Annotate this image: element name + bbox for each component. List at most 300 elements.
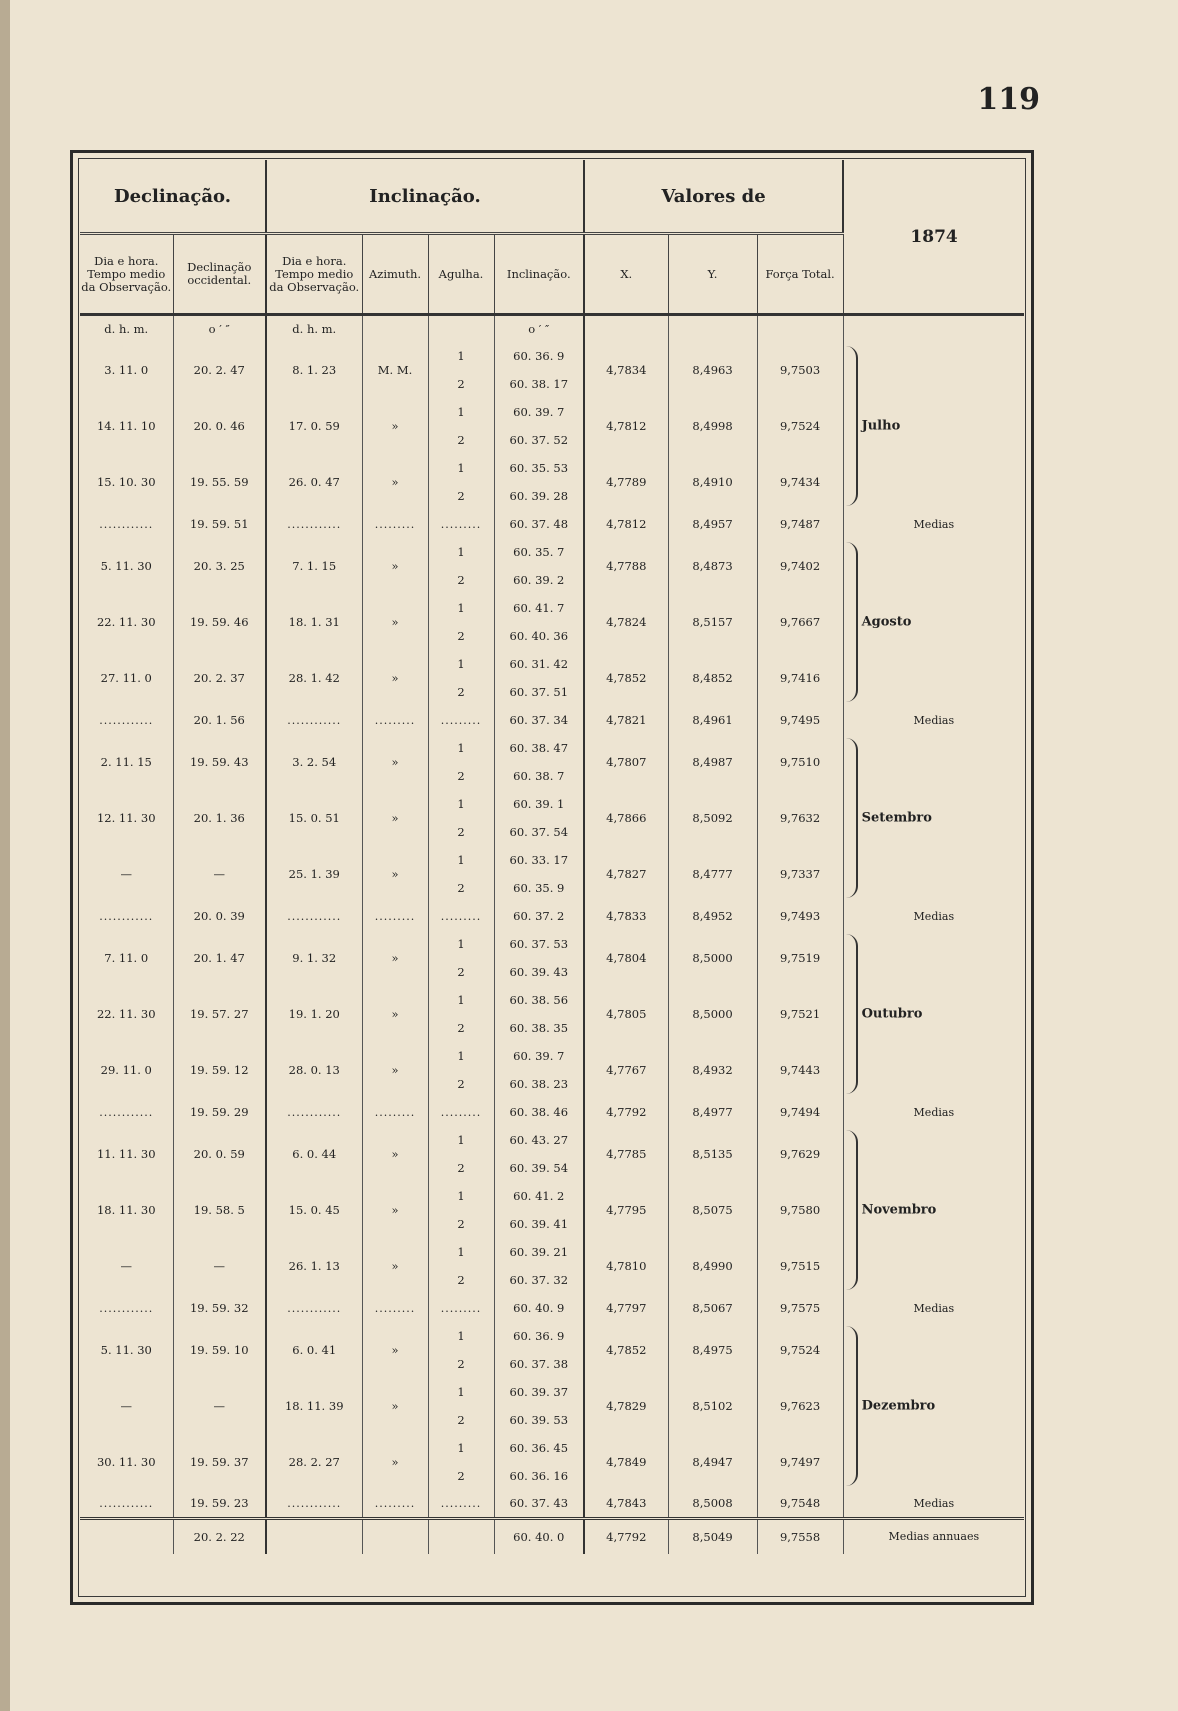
magnetic-observations-table [80,160,1024,1554]
obs-y: 8,5135 [668,1126,757,1182]
medias-label: Medias [913,1496,955,1510]
obs-forca-total: 9,7443 [757,1042,843,1098]
obs-forca-total: 9,7632 [757,790,843,846]
obs-agulha-1: 1 [428,1126,494,1154]
dots-leader: ......... [428,706,494,734]
obs-agulha-2: 2 [428,1462,494,1490]
obs-agulha-1: 1 [428,650,494,678]
media-x: 4,7797 [584,1294,668,1322]
obs-dia-hora-1: 15. 10. 30 [80,454,173,510]
obs-x: 4,7824 [584,594,668,650]
obs-dia-hora-2: 6. 0. 41 [266,1322,362,1378]
media-x: 4,7843 [584,1490,668,1518]
media-forca-total: 9,7494 [757,1098,843,1126]
inclinacao-header: Inclinação. [266,160,584,234]
obs-declinacao: 20. 3. 25 [173,538,266,594]
obs-dia-hora-2: 17. 0. 59 [266,398,362,454]
obs-declinacao: 20. 1. 36 [173,790,266,846]
obs-y: 8,5102 [668,1378,757,1434]
obs-dia-hora-1: 11. 11. 30 [80,1126,173,1182]
obs-dia-hora-1: 29. 11. 0 [80,1042,173,1098]
media-y: 8,4957 [668,510,757,538]
obs-inclinacao-1: 60. 39. 7 [494,1042,584,1070]
observation-row [80,538,1024,566]
dots-leader: ......... [362,902,428,930]
col-azimuth: Azimuth. [362,234,428,315]
obs-inclinacao-1: 60. 38. 56 [494,986,584,1014]
dots-leader: ......... [362,1294,428,1322]
medias-row [80,1294,1024,1322]
obs-inclinacao-2: 60. 36. 16 [494,1462,584,1490]
obs-azimuth: » [362,538,428,594]
obs-agulha-2: 2 [428,818,494,846]
obs-x: 4,7829 [584,1378,668,1434]
obs-forca-total: 9,7580 [757,1182,843,1238]
month-brace-outubro [843,930,1024,1098]
obs-agulha-2: 2 [428,958,494,986]
obs-declinacao: 19. 59. 46 [173,594,266,650]
col-dia-hora-2: Dia e hora. Tempo medio da Observação. [266,234,362,315]
obs-y: 8,4998 [668,398,757,454]
dots-leader: ............ [266,510,362,538]
obs-inclinacao-1: 60. 41. 7 [494,594,584,622]
obs-inclinacao-2: 60. 39. 53 [494,1406,584,1434]
obs-inclinacao-2: 60. 39. 2 [494,566,584,594]
obs-declinacao: 20. 0. 59 [173,1126,266,1182]
obs-x: 4,7785 [584,1126,668,1182]
obs-declinacao: 20. 0. 46 [173,398,266,454]
obs-x: 4,7827 [584,846,668,902]
col-y: Y. [668,234,757,315]
obs-agulha-1: 1 [428,790,494,818]
media-inclinacao: 60. 38. 46 [494,1098,584,1126]
obs-inclinacao-1: 60. 35. 7 [494,538,584,566]
obs-azimuth: » [362,1182,428,1238]
obs-dia-hora-1: 14. 11. 10 [80,398,173,454]
obs-agulha-1: 1 [428,398,494,426]
obs-y: 8,4932 [668,1042,757,1098]
obs-dia-hora-2: 6. 0. 44 [266,1126,362,1182]
medias-row [80,706,1024,734]
annual-inclinacao: 60. 40. 0 [494,1518,584,1554]
obs-inclinacao-1: 60. 38. 47 [494,734,584,762]
obs-forca-total: 9,7629 [757,1126,843,1182]
dots-leader: ............ [80,902,173,930]
obs-dia-hora-1: 22. 11. 30 [80,986,173,1042]
obs-declinacao: — [173,1378,266,1434]
media-declinacao: 20. 0. 39 [173,902,266,930]
media-declinacao: 19. 59. 29 [173,1098,266,1126]
obs-y: 8,5000 [668,986,757,1042]
media-forca-total: 9,7548 [757,1490,843,1518]
month-brace-agosto [843,538,1024,706]
obs-declinacao: 19. 59. 43 [173,734,266,790]
obs-dia-hora-1: 5. 11. 30 [80,538,173,594]
obs-dia-hora-1: 30. 11. 30 [80,1434,173,1490]
medias-row [80,1098,1024,1126]
obs-inclinacao-2: 60. 38. 23 [494,1070,584,1098]
obs-agulha-1: 1 [428,342,494,370]
obs-y: 8,5000 [668,930,757,986]
obs-inclinacao-1: 60. 41. 2 [494,1182,584,1210]
obs-y: 8,4975 [668,1322,757,1378]
obs-y: 8,4852 [668,650,757,706]
month-brace-dezembro [843,1322,1024,1490]
obs-dia-hora-1: — [80,846,173,902]
media-forca-total: 9,7575 [757,1294,843,1322]
dots-leader: ......... [428,510,494,538]
obs-inclinacao-2: 60. 39. 43 [494,958,584,986]
obs-agulha-2: 2 [428,370,494,398]
obs-agulha-1: 1 [428,594,494,622]
obs-y: 8,4947 [668,1434,757,1490]
month-label: Dezembro [861,1398,936,1414]
annual-x: 4,7792 [584,1518,668,1554]
observation-row [80,930,1024,958]
obs-azimuth: » [362,734,428,790]
obs-y: 8,4873 [668,538,757,594]
obs-x: 4,7789 [584,454,668,510]
declinacao-header: Declinação. [80,160,266,234]
dots-leader: ......... [362,510,428,538]
brace-icon [846,738,858,898]
observation-row [80,1126,1024,1154]
obs-inclinacao-1: 60. 39. 21 [494,1238,584,1266]
obs-x: 4,7852 [584,650,668,706]
col-forca-total: Força Total. [757,234,843,315]
obs-dia-hora-2: 26. 1. 13 [266,1238,362,1294]
obs-dia-hora-2: 3. 2. 54 [266,734,362,790]
medias-label: Medias [913,909,955,923]
obs-agulha-2: 2 [428,762,494,790]
obs-inclinacao-2: 60. 37. 52 [494,426,584,454]
dots-leader: ......... [362,1098,428,1126]
obs-dia-hora-2: 9. 1. 32 [266,930,362,986]
obs-dia-hora-2: 7. 1. 15 [266,538,362,594]
media-y: 8,4961 [668,706,757,734]
obs-forca-total: 9,7402 [757,538,843,594]
dots-leader: ............ [80,1098,173,1126]
obs-y: 8,4990 [668,1238,757,1294]
obs-azimuth: » [362,846,428,902]
obs-inclinacao-1: 60. 36. 9 [494,1322,584,1350]
obs-dia-hora-1: — [80,1238,173,1294]
unit-incl: o ′ ″ [494,315,584,343]
obs-forca-total: 9,7515 [757,1238,843,1294]
dots-leader: ......... [362,706,428,734]
obs-forca-total: 9,7497 [757,1434,843,1490]
obs-agulha-2: 2 [428,678,494,706]
obs-azimuth: » [362,1042,428,1098]
obs-inclinacao-1: 60. 36. 9 [494,342,584,370]
month-brace-novembro [843,1126,1024,1294]
obs-declinacao: 19. 59. 37 [173,1434,266,1490]
obs-inclinacao-1: 60. 43. 27 [494,1126,584,1154]
obs-x: 4,7805 [584,986,668,1042]
unit-decl: o ′ ″ [173,315,266,343]
obs-inclinacao-2: 60. 39. 54 [494,1154,584,1182]
dots-leader: ......... [428,1490,494,1518]
dots-leader: ............ [266,1490,362,1518]
obs-inclinacao-2: 60. 39. 41 [494,1210,584,1238]
col-dia-hora-1: Dia e hora. Tempo medio da Observação. [80,234,173,315]
dots-leader: ......... [428,902,494,930]
month-label: Agosto [861,614,912,630]
observation-row [80,342,1024,370]
obs-agulha-1: 1 [428,986,494,1014]
brace-icon [846,934,858,1094]
obs-dia-hora-2: 28. 2. 27 [266,1434,362,1490]
obs-declinacao: 20. 2. 37 [173,650,266,706]
month-label: Setembro [861,810,932,826]
col-x: X. [584,234,668,315]
obs-forca-total: 9,7667 [757,594,843,650]
obs-inclinacao-1: 60. 35. 53 [494,454,584,482]
obs-forca-total: 9,7434 [757,454,843,510]
obs-azimuth: » [362,930,428,986]
media-declinacao: 19. 59. 51 [173,510,266,538]
dots-leader: ............ [266,902,362,930]
media-x: 4,7821 [584,706,668,734]
obs-agulha-2: 2 [428,1210,494,1238]
media-y: 8,4977 [668,1098,757,1126]
obs-inclinacao-1: 60. 39. 37 [494,1378,584,1406]
month-label: Novembro [861,1202,937,1218]
obs-forca-total: 9,7521 [757,986,843,1042]
dots-leader: ............ [266,706,362,734]
obs-agulha-2: 2 [428,566,494,594]
obs-declinacao: 19. 58. 5 [173,1182,266,1238]
obs-agulha-2: 2 [428,482,494,510]
medias-label: Medias [913,713,955,727]
media-declinacao: 20. 1. 56 [173,706,266,734]
obs-forca-total: 9,7510 [757,734,843,790]
obs-inclinacao-1: 60. 33. 17 [494,846,584,874]
obs-declinacao: — [173,846,266,902]
obs-dia-hora-2: 8. 1. 23 [266,342,362,398]
obs-agulha-2: 2 [428,1406,494,1434]
obs-inclinacao-1: 60. 37. 53 [494,930,584,958]
obs-forca-total: 9,7337 [757,846,843,902]
obs-declinacao: 19. 59. 12 [173,1042,266,1098]
obs-azimuth: » [362,454,428,510]
media-forca-total: 9,7487 [757,510,843,538]
obs-declinacao: 20. 1. 47 [173,930,266,986]
obs-inclinacao-2: 60. 38. 35 [494,1014,584,1042]
brace-icon [846,346,858,506]
obs-declinacao: 19. 57. 27 [173,986,266,1042]
obs-inclinacao-2: 60. 38. 17 [494,370,584,398]
obs-x: 4,7795 [584,1182,668,1238]
obs-agulha-2: 2 [428,1154,494,1182]
obs-dia-hora-1: 18. 11. 30 [80,1182,173,1238]
month-label: Outubro [861,1006,923,1022]
obs-agulha-2: 2 [428,874,494,902]
obs-inclinacao-2: 60. 39. 28 [494,482,584,510]
dots-leader: ......... [362,1490,428,1518]
obs-dia-hora-2: 26. 0. 47 [266,454,362,510]
obs-azimuth: » [362,790,428,846]
col-inclinacao: Inclinação. [494,234,584,315]
media-y: 8,4952 [668,902,757,930]
media-forca-total: 9,7493 [757,902,843,930]
obs-agulha-1: 1 [428,930,494,958]
obs-inclinacao-1: 60. 39. 7 [494,398,584,426]
dots-leader: ............ [266,1098,362,1126]
obs-dia-hora-2: 28. 1. 42 [266,650,362,706]
obs-x: 4,7834 [584,342,668,398]
obs-y: 8,5157 [668,594,757,650]
brace-icon [846,542,858,702]
obs-azimuth: » [362,1238,428,1294]
brace-icon [846,1326,858,1486]
obs-inclinacao-2: 60. 37. 54 [494,818,584,846]
obs-x: 4,7767 [584,1042,668,1098]
obs-azimuth: » [362,986,428,1042]
obs-dia-hora-2: 28. 0. 13 [266,1042,362,1098]
obs-agulha-2: 2 [428,1014,494,1042]
obs-inclinacao-1: 60. 36. 45 [494,1434,584,1462]
obs-dia-hora-1: — [80,1378,173,1434]
media-y: 8,5008 [668,1490,757,1518]
media-x: 4,7792 [584,1098,668,1126]
medias-label: Medias [913,517,955,531]
annual-y: 8,5049 [668,1518,757,1554]
obs-inclinacao-1: 60. 31. 42 [494,650,584,678]
obs-inclinacao-2: 60. 35. 9 [494,874,584,902]
medias-label: Medias [913,1105,955,1119]
dots-leader: ............ [266,1294,362,1322]
obs-dia-hora-2: 18. 1. 31 [266,594,362,650]
month-brace-setembro [843,734,1024,902]
obs-x: 4,7812 [584,398,668,454]
media-x: 4,7812 [584,510,668,538]
obs-forca-total: 9,7416 [757,650,843,706]
col-declinacao: Declinação occidental. [173,234,266,315]
obs-y: 8,5092 [668,790,757,846]
obs-dia-hora-2: 18. 11. 39 [266,1378,362,1434]
obs-forca-total: 9,7623 [757,1378,843,1434]
obs-forca-total: 9,7519 [757,930,843,986]
obs-azimuth: » [362,1126,428,1182]
annual-declinacao: 20. 2. 22 [173,1518,266,1554]
obs-x: 4,7852 [584,1322,668,1378]
medias-row [80,902,1024,930]
medias-row [80,1490,1024,1518]
dots-leader: ............ [80,1490,173,1518]
obs-agulha-1: 1 [428,1042,494,1070]
obs-declinacao: 19. 59. 10 [173,1322,266,1378]
obs-dia-hora-1: 12. 11. 30 [80,790,173,846]
obs-azimuth: » [362,398,428,454]
dots-leader: ............ [80,1294,173,1322]
obs-dia-hora-1: 27. 11. 0 [80,650,173,706]
obs-declinacao: — [173,1238,266,1294]
annual-forca-total: 9,7558 [757,1518,843,1554]
obs-dia-hora-1: 5. 11. 30 [80,1322,173,1378]
media-inclinacao: 60. 40. 9 [494,1294,584,1322]
unit-dh1: d. h. m. [80,315,173,343]
obs-forca-total: 9,7524 [757,1322,843,1378]
obs-agulha-2: 2 [428,622,494,650]
obs-x: 4,7788 [584,538,668,594]
page-number: 119 [977,82,1040,117]
obs-inclinacao-2: 60. 37. 51 [494,678,584,706]
obs-azimuth: » [362,1434,428,1490]
obs-y: 8,5075 [668,1182,757,1238]
obs-azimuth: » [362,1378,428,1434]
obs-forca-total: 9,7503 [757,342,843,398]
media-declinacao: 19. 59. 23 [173,1490,266,1518]
obs-agulha-1: 1 [428,1322,494,1350]
obs-declinacao: 19. 55. 59 [173,454,266,510]
obs-y: 8,4987 [668,734,757,790]
media-inclinacao: 60. 37. 34 [494,706,584,734]
obs-azimuth: M. M. [362,342,428,398]
obs-agulha-1: 1 [428,1182,494,1210]
obs-azimuth: » [362,1322,428,1378]
dots-leader: ......... [428,1098,494,1126]
obs-declinacao: 20. 2. 47 [173,342,266,398]
obs-azimuth: » [362,594,428,650]
col-agulha: Agulha. [428,234,494,315]
obs-agulha-1: 1 [428,1238,494,1266]
obs-y: 8,4910 [668,454,757,510]
obs-agulha-2: 2 [428,1070,494,1098]
medias-row [80,510,1024,538]
media-x: 4,7833 [584,902,668,930]
media-forca-total: 9,7495 [757,706,843,734]
obs-dia-hora-2: 15. 0. 51 [266,790,362,846]
obs-dia-hora-2: 19. 1. 20 [266,986,362,1042]
obs-x: 4,7810 [584,1238,668,1294]
obs-inclinacao-2: 60. 38. 7 [494,762,584,790]
obs-y: 8,4963 [668,342,757,398]
dots-leader: ......... [428,1294,494,1322]
medias-annuaes-label: Medias annuaes [843,1518,1024,1554]
obs-dia-hora-1: 2. 11. 15 [80,734,173,790]
obs-forca-total: 9,7524 [757,398,843,454]
unit-dh2: d. h. m. [266,315,362,343]
media-inclinacao: 60. 37. 48 [494,510,584,538]
media-y: 8,5067 [668,1294,757,1322]
obs-agulha-2: 2 [428,1266,494,1294]
observation-row [80,1322,1024,1350]
obs-agulha-1: 1 [428,1378,494,1406]
obs-agulha-2: 2 [428,426,494,454]
obs-x: 4,7807 [584,734,668,790]
obs-inclinacao-2: 60. 40. 36 [494,622,584,650]
obs-inclinacao-2: 60. 37. 32 [494,1266,584,1294]
obs-agulha-1: 1 [428,538,494,566]
obs-x: 4,7849 [584,1434,668,1490]
obs-agulha-2: 2 [428,1350,494,1378]
medias-annuaes-row [80,1518,1024,1554]
obs-azimuth: » [362,650,428,706]
obs-agulha-1: 1 [428,454,494,482]
dots-leader: ............ [80,510,173,538]
obs-inclinacao-1: 60. 39. 1 [494,790,584,818]
month-label: Julho [861,418,901,434]
dots-leader: ............ [80,706,173,734]
observation-row [80,734,1024,762]
obs-inclinacao-2: 60. 37. 38 [494,1350,584,1378]
obs-dia-hora-2: 15. 0. 45 [266,1182,362,1238]
page-edge [0,0,10,1711]
obs-x: 4,7866 [584,790,668,846]
obs-y: 8,4777 [668,846,757,902]
medias-label: Medias [913,1301,955,1315]
